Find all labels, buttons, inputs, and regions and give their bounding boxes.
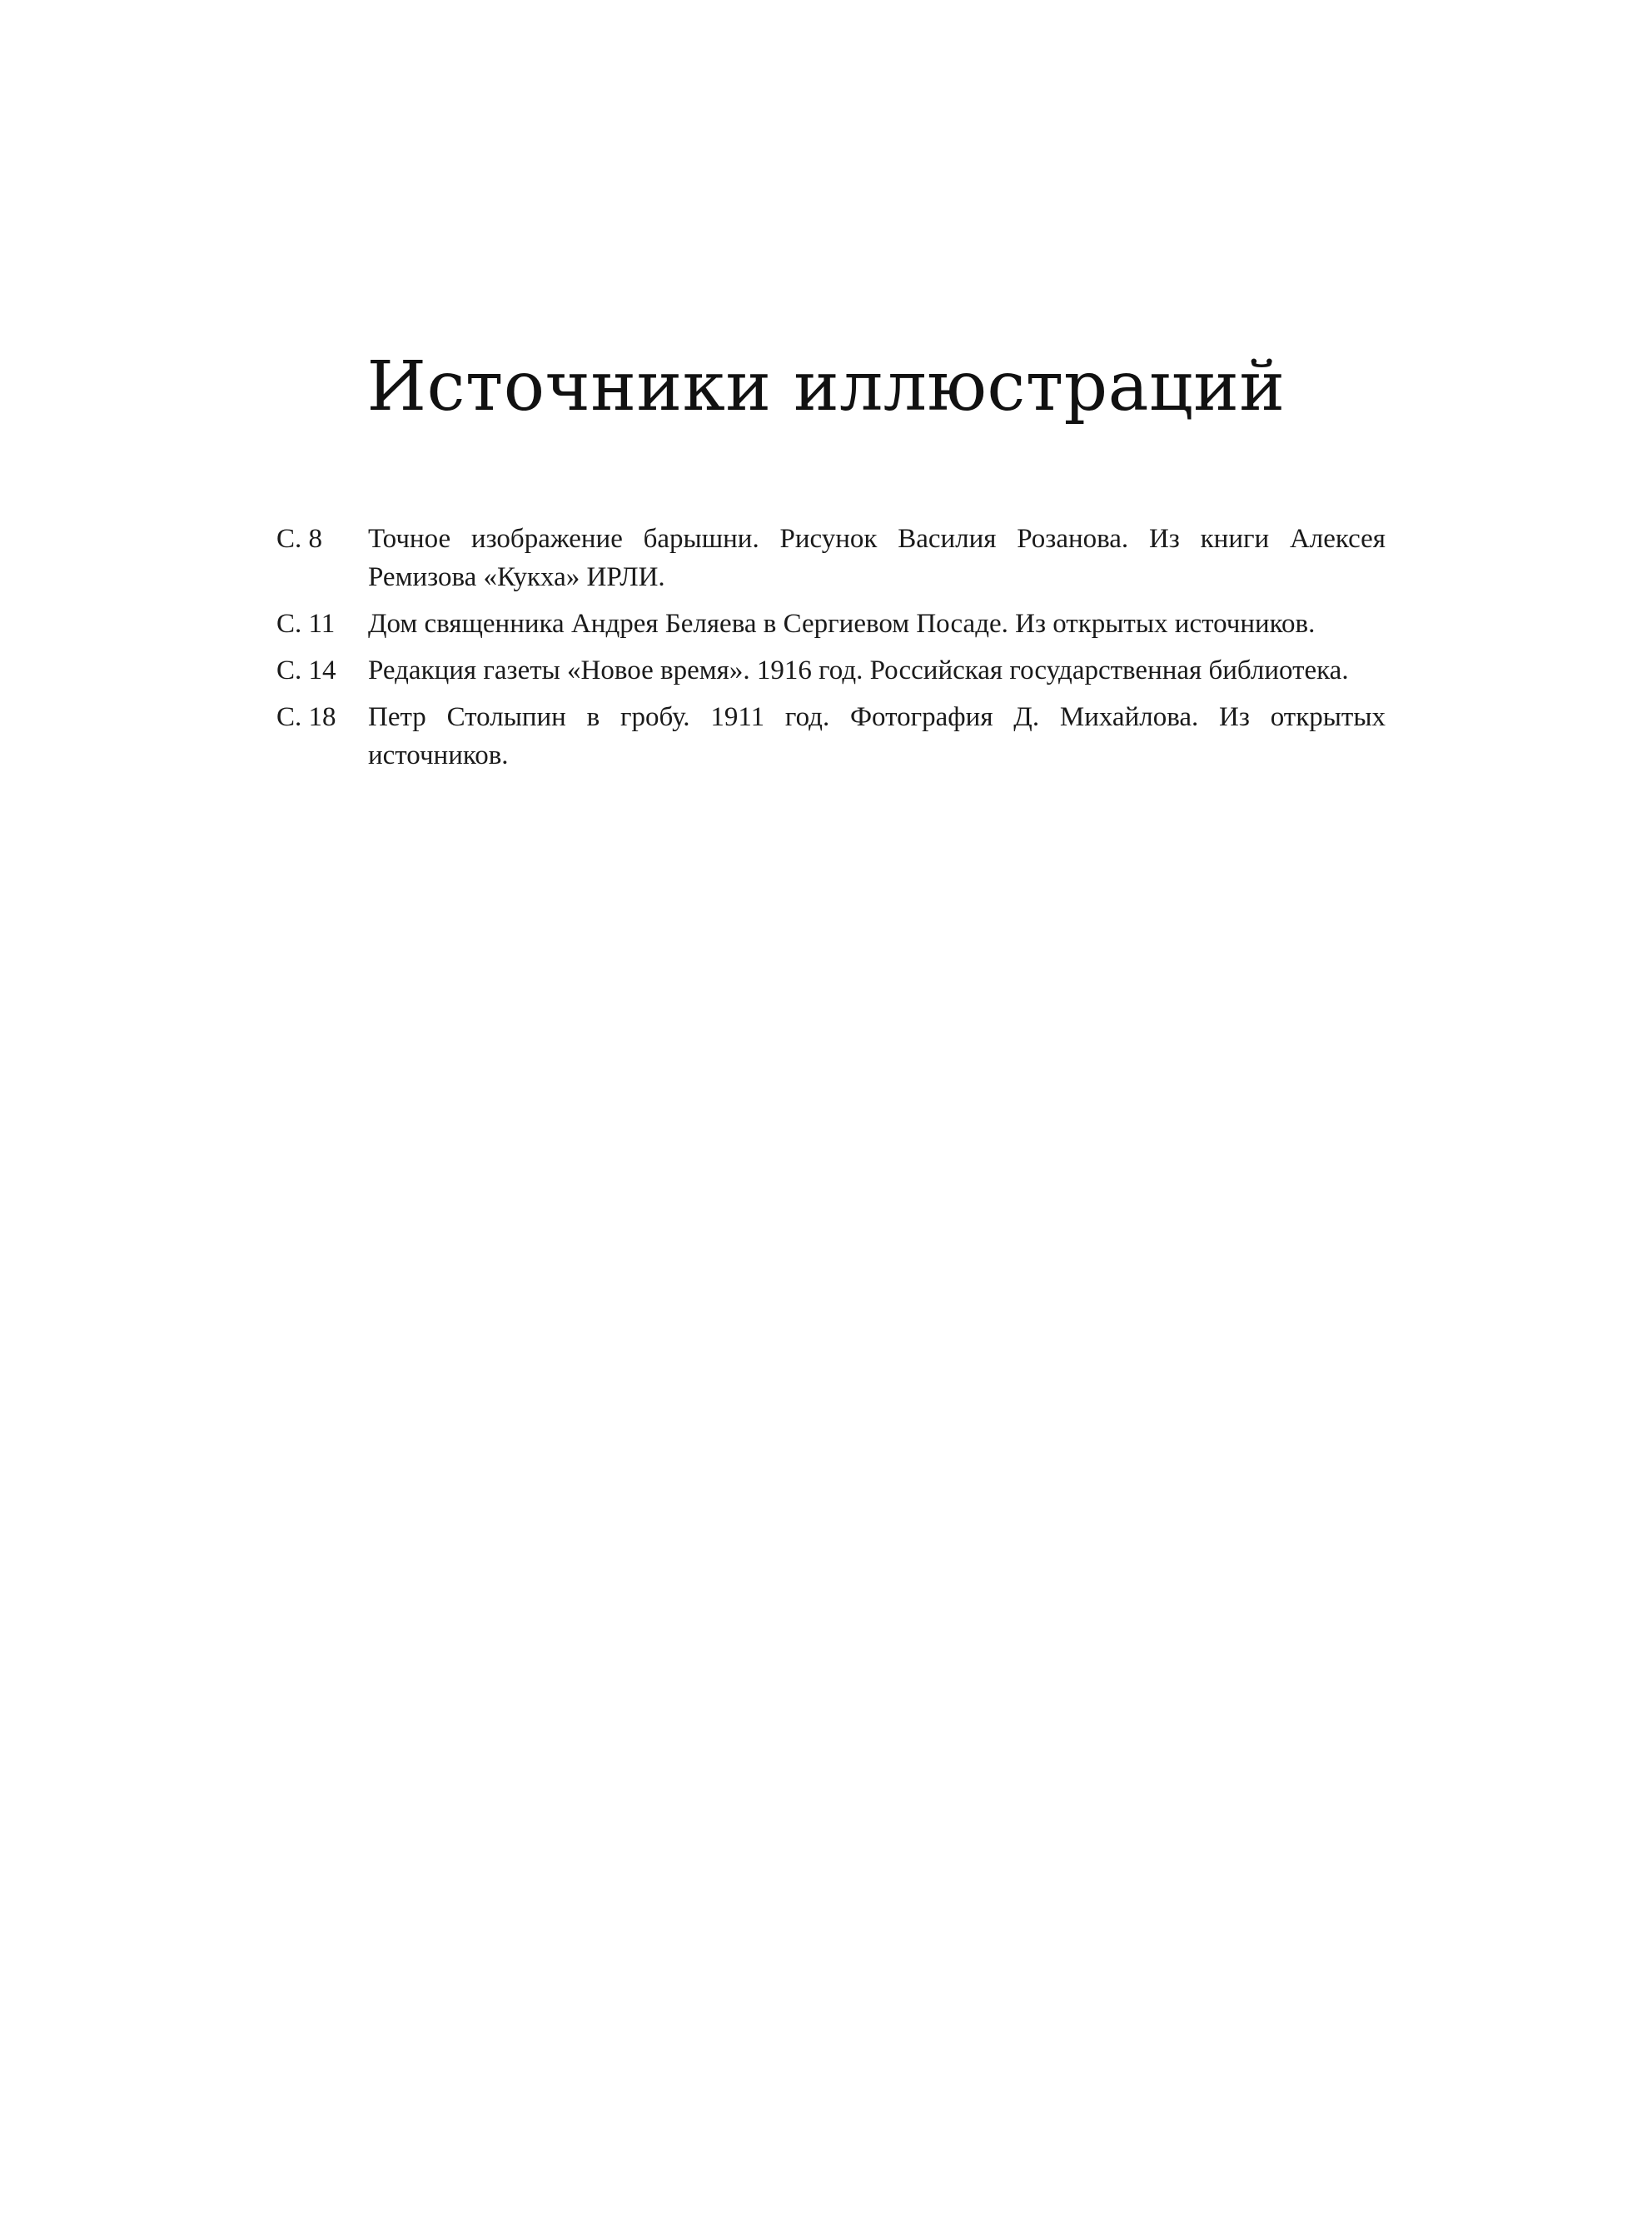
source-description: Точное изображение барышни. Рисунок Василия Розанова. Из книги Алексея Ремизова «Кукха» ИРЛИ. xyxy=(368,524,1386,592)
source-description: Редакция газеты «Новое время». 1916 год. Российская государственная библиотека. xyxy=(368,655,1349,685)
source-description: Дом священника Андрея Беляева в Сергиевом Посаде. Из открытых источников. xyxy=(368,609,1316,639)
page-reference: С. 18 xyxy=(276,702,336,732)
page-title: Источники иллюстраций xyxy=(366,347,1286,426)
source-entry xyxy=(276,520,1386,596)
source-description: Петр Столыпин в гробу. 1911 год. Фотография Д. Михайлова. Из открытых источников. xyxy=(368,702,1386,770)
page-reference: С. 14 xyxy=(276,655,336,685)
source-entry xyxy=(276,698,1386,775)
source-entry xyxy=(276,605,1386,643)
illustration-sources-list xyxy=(276,520,1386,783)
source-entry xyxy=(276,651,1386,690)
page-reference: С. 8 xyxy=(276,524,323,554)
page-reference: С. 11 xyxy=(276,609,336,639)
